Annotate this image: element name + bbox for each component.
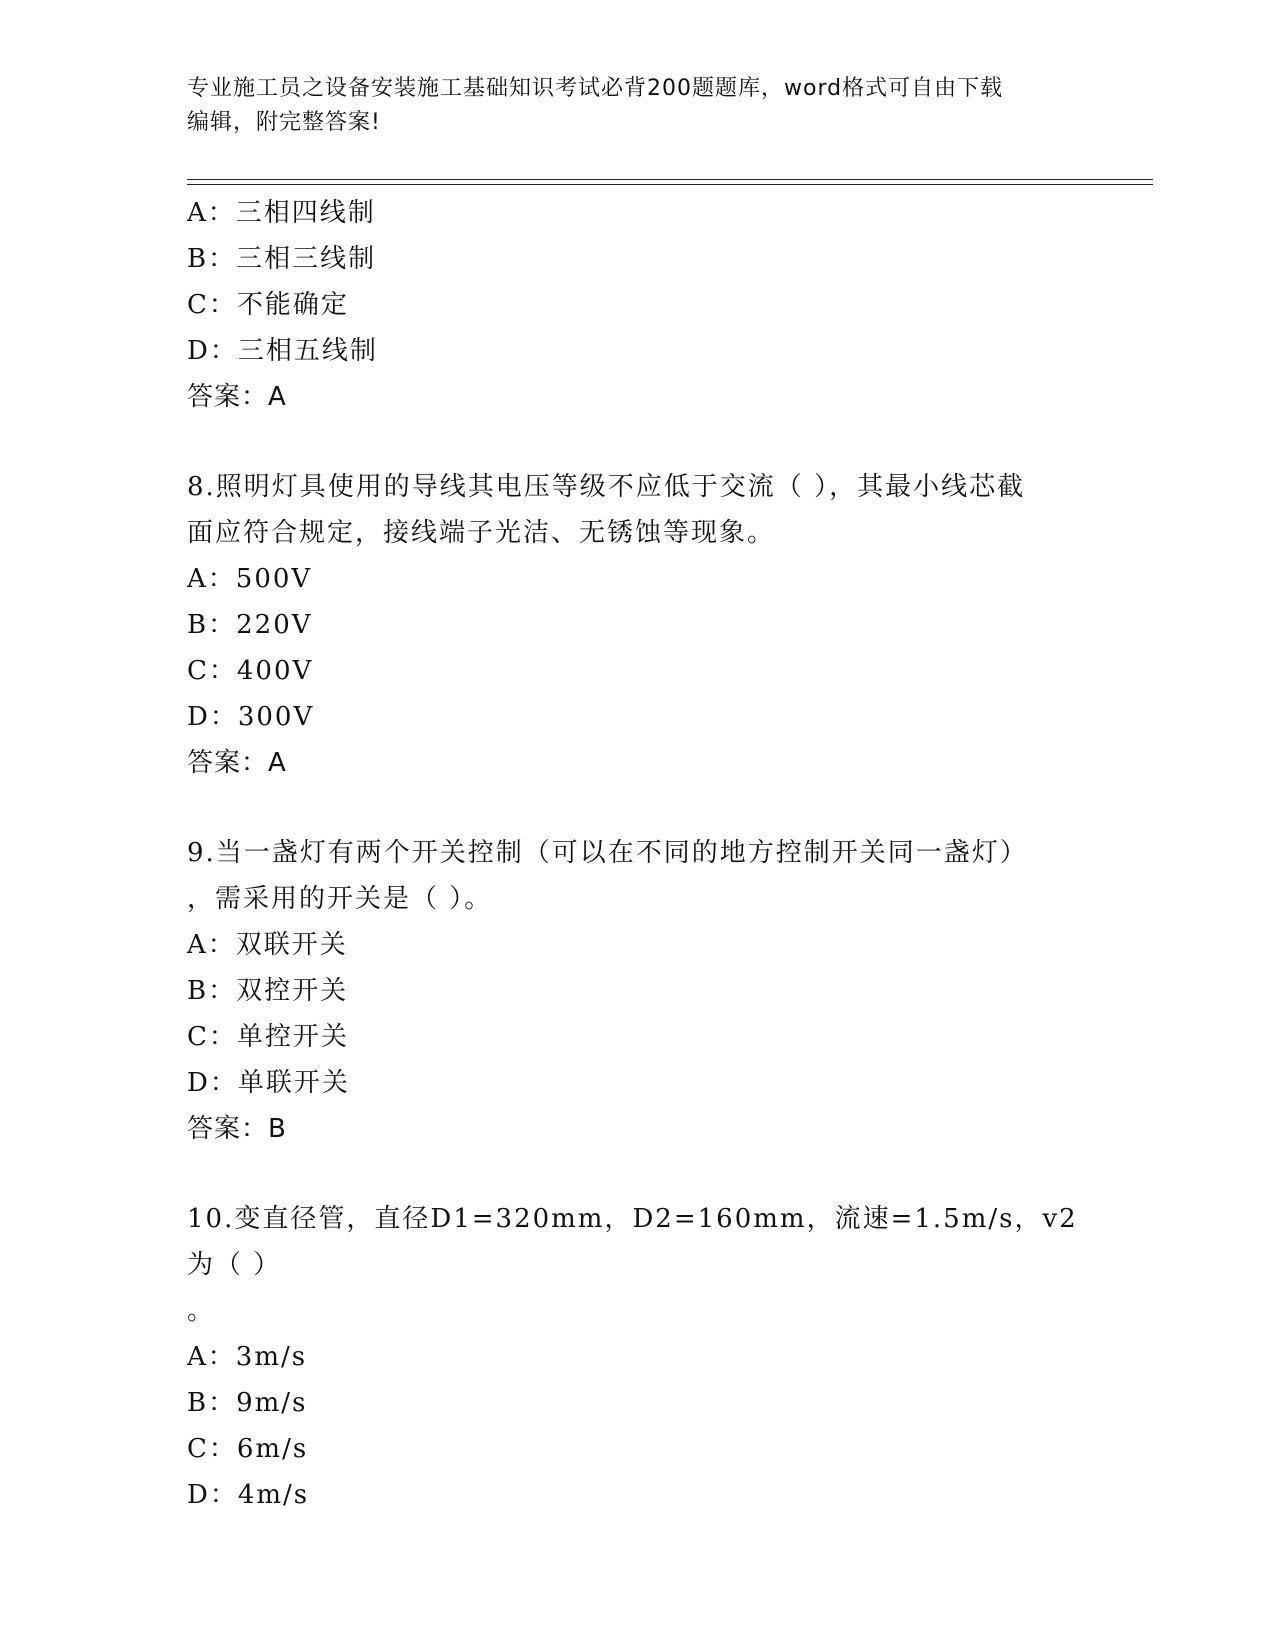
option-c: C：不能确定 xyxy=(187,290,349,320)
question-7-continued xyxy=(187,190,1087,420)
answer-line: 答案：A xyxy=(187,748,287,778)
header-title-line-1: 专业施工员之设备安装施工基础知识考试必背200题题库，word格式可自由下载 xyxy=(187,76,1004,101)
question-stem xyxy=(187,830,1087,922)
question-stem-line: ，需采用的开关是（ ）。 xyxy=(187,884,493,914)
header-divider-top xyxy=(187,179,1153,180)
option-c: C：6m/s xyxy=(187,1434,309,1464)
question-stem-line: 。 xyxy=(187,1296,216,1326)
question-stem-line: 面应符合规定，接线端子光洁、无锈蚀等现象。 xyxy=(187,518,776,548)
question-stem-line: 10.变直径管，直径D1=320mm，D2=160mm，流速=1.5m/s，v2为（ ） xyxy=(187,1204,1078,1280)
option-a: A：3m/s xyxy=(187,1342,308,1372)
header-title-line-2: 编辑，附完整答案! xyxy=(187,110,381,135)
option-b: B：220V xyxy=(187,610,313,640)
question-stem xyxy=(187,464,1087,556)
option-b: B：双控开关 xyxy=(187,976,349,1006)
option-b: B：9m/s xyxy=(187,1388,308,1418)
question-stem-line: 9.当一盏灯有两个开关控制（可以在不同的地方控制开关同一盏灯） xyxy=(187,838,1028,868)
option-d: D：300V xyxy=(187,702,315,732)
question-9 xyxy=(187,830,1087,1152)
option-a: A：双联开关 xyxy=(187,930,348,960)
option-c: C：400V xyxy=(187,656,314,686)
option-b: B：三相三线制 xyxy=(187,244,377,274)
question-stem xyxy=(187,1196,1087,1334)
option-c: C：单控开关 xyxy=(187,1022,349,1052)
option-d: D：4m/s xyxy=(187,1480,310,1510)
answer-line: 答案：A xyxy=(187,382,287,412)
question-8 xyxy=(187,464,1087,786)
document-header xyxy=(187,72,1087,140)
answer-line: 答案：B xyxy=(187,1114,287,1144)
question-10 xyxy=(187,1196,1087,1518)
question-stem-line: 8.照明灯具使用的导线其电压等级不应低于交流（ ），其最小线芯截 xyxy=(187,472,1026,502)
document-body xyxy=(187,190,1087,1518)
option-a: A：500V xyxy=(187,564,313,594)
option-d: D：单联开关 xyxy=(187,1068,350,1098)
option-a: A：三相四线制 xyxy=(187,198,376,228)
header-divider-bottom xyxy=(187,184,1153,185)
option-d: D：三相五线制 xyxy=(187,336,378,366)
